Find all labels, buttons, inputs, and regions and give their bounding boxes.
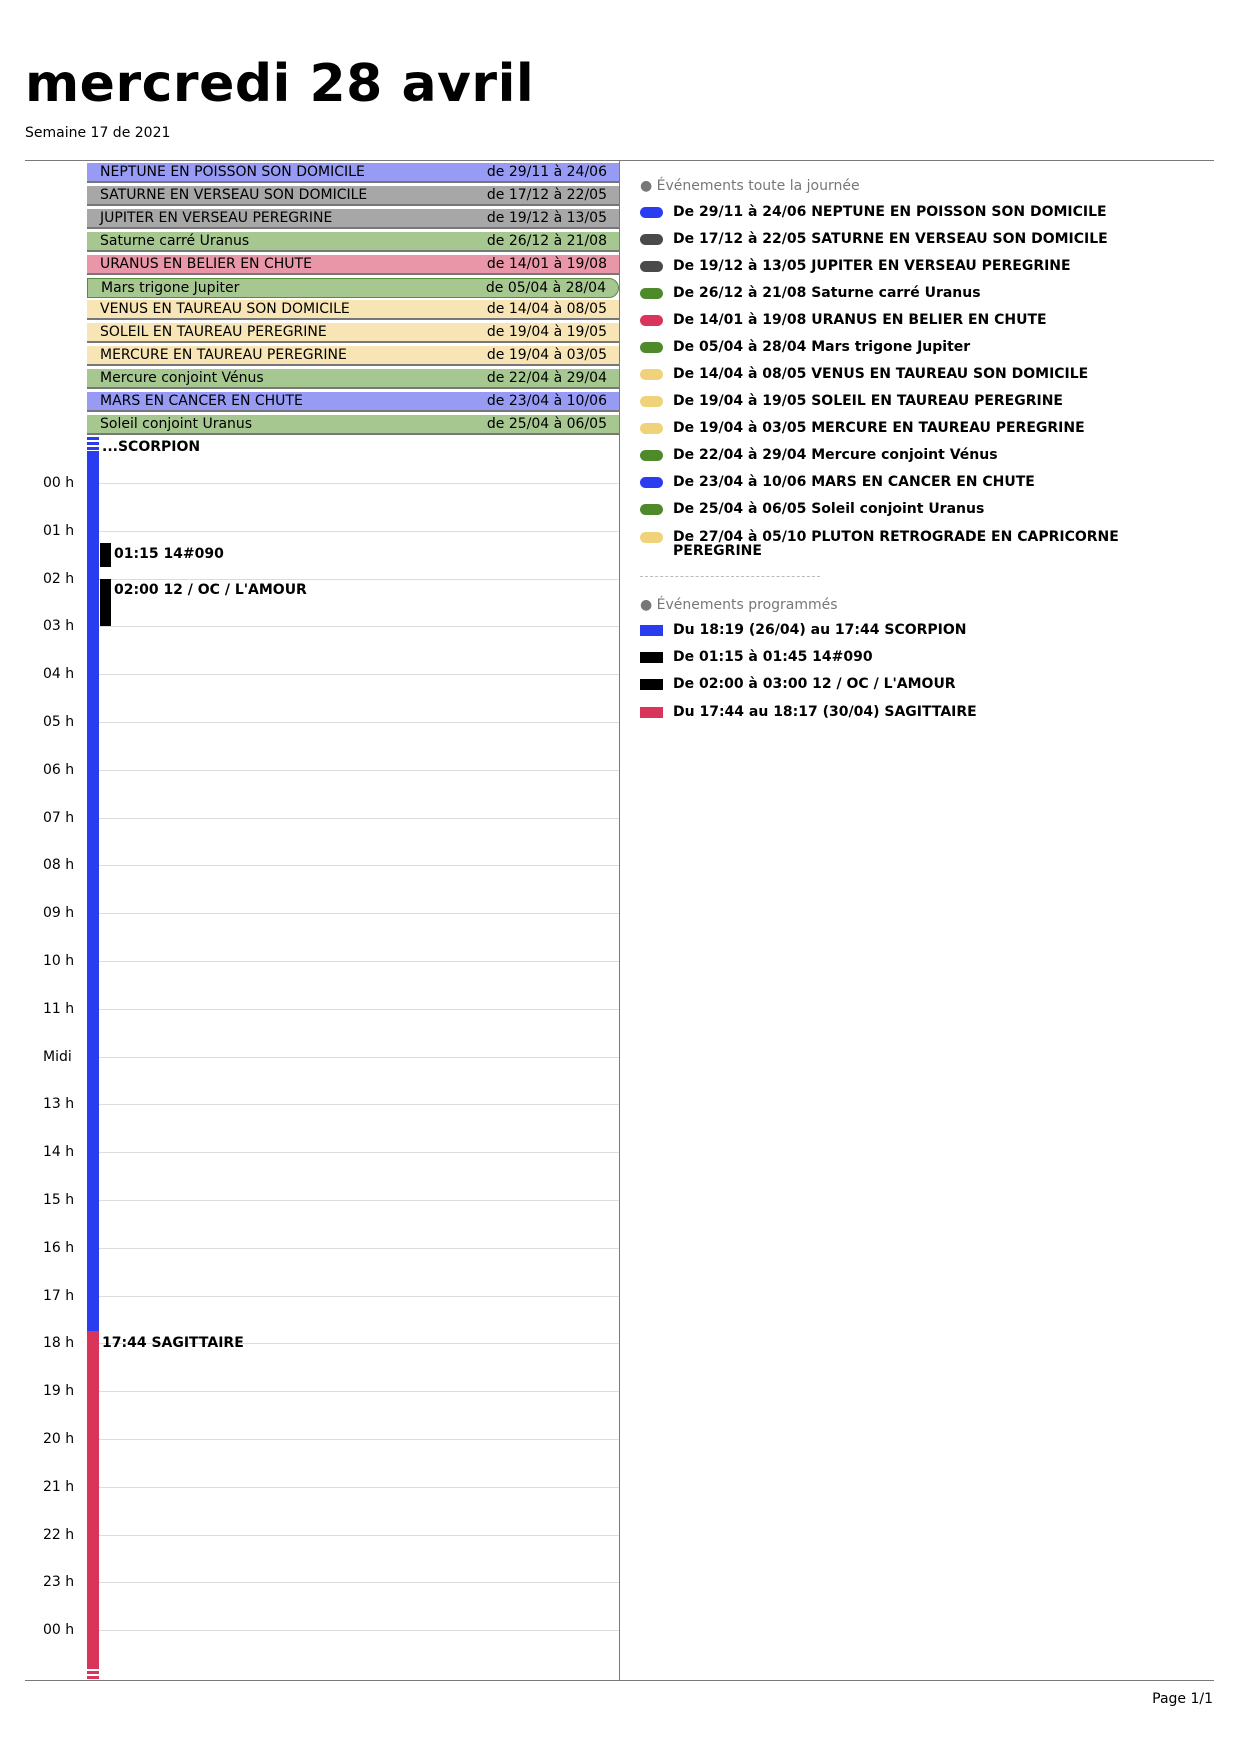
hour-label: 00 h — [43, 475, 75, 491]
hour-label: 18 h — [43, 1335, 75, 1352]
calendar-color-pill — [640, 315, 663, 326]
all-day-bar-name: NEPTUNE EN POISSON SON DOMICILE — [100, 164, 365, 180]
hour-label: 11 h — [43, 1000, 75, 1017]
hour-gridline — [99, 483, 619, 484]
calendar-color-pill — [640, 450, 663, 461]
event-amour-label[interactable]: 02:00 12 / OC / L'AMOUR — [114, 582, 307, 598]
event-amour-block[interactable] — [100, 579, 111, 627]
hour-label: 06 h — [43, 761, 75, 778]
all-day-bar-range: de 23/04 à 10/06 — [486, 393, 607, 409]
all-day-bar-range: de 05/04 à 28/04 — [485, 279, 606, 296]
all-day-list-item[interactable] — [640, 286, 1210, 300]
timed-list-item[interactable] — [640, 705, 1210, 719]
all-day-list-item[interactable] — [640, 421, 1210, 435]
bottom-divider — [25, 1680, 1214, 1681]
all-day-bar-range: de 14/01 à 19/08 — [486, 255, 607, 272]
section-separator — [640, 576, 820, 577]
all-day-list-text: De 27/04 à 05/10 PLUTON RETROGRADE EN CAPRICORNE PEREGRINE — [673, 529, 1119, 559]
all-day-list-item[interactable] — [640, 394, 1210, 408]
hour-gridline — [99, 579, 619, 580]
all-day-list-text: De 17/12 à 22/05 SATURNE EN VERSEAU SON DOMICILE — [673, 231, 1108, 247]
hour-label: 09 h — [43, 905, 75, 922]
hour-gridline — [99, 1152, 619, 1153]
all-day-bar[interactable] — [87, 186, 619, 206]
calendar-color-pill — [640, 342, 663, 353]
all-day-list-item[interactable] — [640, 232, 1210, 246]
all-day-bar-name: MARS EN CANCER EN CHUTE — [100, 393, 303, 409]
scorpion-band[interactable] — [87, 451, 99, 1331]
hour-gridline — [99, 1630, 619, 1631]
all-day-list-text: De 19/04 à 03/05 MERCURE EN TAUREAU PEREGRINE — [673, 420, 1085, 436]
hour-label: 17 h — [43, 1287, 75, 1304]
all-day-list-text: De 26/12 à 21/08 Saturne carré Uranus — [673, 285, 981, 301]
hour-label: 04 h — [43, 666, 75, 683]
event-14-090-label[interactable]: 01:15 14#090 — [114, 546, 224, 562]
all-day-bar[interactable] — [87, 278, 619, 298]
all-day-bar[interactable] — [87, 346, 619, 366]
all-day-bar-name: Mercure conjoint Vénus — [100, 370, 264, 387]
hour-label: 10 h — [43, 953, 75, 969]
all-day-bar[interactable] — [87, 255, 619, 275]
all-day-bar-name: VENUS EN TAUREAU SON DOMICILE — [100, 301, 350, 318]
hour-gridline — [99, 770, 619, 771]
all-day-list-item[interactable] — [640, 259, 1210, 273]
hour-label: 21 h — [43, 1478, 75, 1495]
all-day-bar-range: de 26/12 à 21/08 — [486, 232, 607, 249]
all-day-list-item[interactable] — [640, 502, 1210, 516]
sagittaire-band[interactable] — [87, 1331, 99, 1666]
hour-gridline — [99, 1248, 619, 1249]
all-day-bar-name: SOLEIL EN TAUREAU PEREGRINE — [100, 324, 327, 341]
all-day-bar[interactable] — [87, 209, 619, 229]
hour-gridline — [99, 1200, 619, 1201]
all-day-list-text: De 29/11 à 24/06 NEPTUNE EN POISSON SON DOMICILE — [673, 204, 1107, 220]
hour-gridline — [99, 1009, 619, 1010]
all-day-bar-range: de 22/04 à 29/04 — [486, 370, 607, 387]
hour-label: 02 h — [43, 570, 75, 587]
all-day-list-item[interactable] — [640, 367, 1210, 381]
calendar-color-pill — [640, 532, 663, 543]
hour-gridline — [99, 1296, 619, 1297]
all-day-section-title: ● Événements toute la journée — [640, 178, 860, 194]
all-day-bar[interactable] — [87, 232, 619, 252]
all-day-bar[interactable] — [87, 369, 619, 389]
all-day-list-item[interactable] — [640, 205, 1210, 219]
hour-label: 07 h — [43, 809, 75, 826]
hour-label: 01 h — [43, 522, 75, 539]
hour-label: 19 h — [43, 1383, 75, 1400]
timed-list-text: Du 18:19 (26/04) au 17:44 SCORPION — [673, 622, 967, 638]
calendar-color-square — [640, 679, 663, 690]
all-day-bar-range: de 19/04 à 19/05 — [486, 324, 607, 341]
hour-gridline — [99, 913, 619, 914]
all-day-bar-name: Saturne carré Uranus — [100, 232, 250, 249]
all-day-list-text: De 14/01 à 19/08 URANUS EN BELIER EN CHUTE — [673, 312, 1047, 328]
all-day-bar-name: JUPITER EN VERSEAU PEREGRINE — [100, 209, 333, 226]
all-day-bar-range: de 14/04 à 08/05 — [486, 301, 607, 318]
all-day-list-item[interactable] — [640, 340, 1210, 354]
all-day-bar[interactable] — [87, 415, 619, 435]
all-day-bar-range: de 19/12 à 13/05 — [486, 209, 607, 226]
hour-label: 05 h — [43, 714, 75, 730]
all-day-list-item[interactable] — [640, 448, 1210, 462]
all-day-bar-name: Soleil conjoint Uranus — [100, 415, 253, 432]
all-day-list-text: De 19/12 à 13/05 JUPITER EN VERSEAU PEREGRINE — [673, 258, 1071, 274]
all-day-bar-range: de 25/04 à 06/05 — [486, 415, 607, 432]
all-day-list-item[interactable] — [640, 530, 1210, 558]
hour-gridline — [99, 865, 619, 866]
calendar-color-pill — [640, 369, 663, 380]
calendar-color-pill — [640, 261, 663, 272]
all-day-bar-range: de 17/12 à 22/05 — [486, 186, 607, 203]
all-day-list-text: De 14/04 à 08/05 VENUS EN TAUREAU SON DOMICILE — [673, 366, 1089, 382]
hour-gridline — [99, 1057, 619, 1058]
hour-gridline — [99, 674, 619, 675]
all-day-bar-name: URANUS EN BELIER EN CHUTE — [100, 255, 312, 272]
page-number: Page 1/1 — [1152, 1691, 1213, 1707]
hour-gridline — [99, 1582, 619, 1583]
hour-gridline — [99, 531, 619, 532]
hour-label: 23 h — [43, 1574, 75, 1591]
hour-gridline — [99, 1391, 619, 1392]
hour-gridline — [99, 1104, 619, 1105]
hour-label: Midi — [43, 1048, 72, 1065]
hour-gridline — [99, 722, 619, 723]
hour-label: 00 h — [43, 1622, 75, 1639]
hour-gridline — [99, 961, 619, 962]
sagittaire-continue-marker — [87, 1666, 99, 1680]
all-day-bar-name: Mars trigone Jupiter — [101, 279, 240, 296]
all-day-list-text: De 25/04 à 06/05 Soleil conjoint Uranus — [673, 501, 985, 517]
timed-list-text: Du 17:44 au 18:17 (30/04) SAGITTAIRE — [673, 704, 977, 720]
timed-list-text: De 01:15 à 01:45 14#090 — [673, 649, 873, 665]
timed-list-item[interactable] — [640, 650, 1210, 664]
all-day-bar[interactable] — [87, 392, 619, 412]
all-day-bar-name: SATURNE EN VERSEAU SON DOMICILE — [100, 186, 368, 203]
all-day-bar[interactable] — [87, 300, 619, 320]
all-day-list-item[interactable] — [640, 475, 1210, 489]
all-day-bar-range: de 19/04 à 03/05 — [486, 347, 607, 364]
calendar-color-pill — [640, 288, 663, 299]
column-divider — [619, 160, 620, 1680]
hour-label: 13 h — [43, 1096, 75, 1113]
hour-label: 16 h — [43, 1239, 75, 1256]
sagittaire-label[interactable]: 17:44 SAGITTAIRE — [102, 1335, 244, 1351]
hour-label: 14 h — [43, 1144, 75, 1161]
calendar-color-pill — [640, 423, 663, 434]
all-day-list-text: De 22/04 à 29/04 Mercure conjoint Vénus — [673, 447, 998, 463]
calendar-color-square — [640, 652, 663, 663]
calendar-color-pill — [640, 207, 663, 218]
all-day-bar[interactable] — [87, 323, 619, 343]
all-day-list-text: De 19/04 à 19/05 SOLEIL EN TAUREAU PEREGRINE — [673, 393, 1063, 409]
scorpion-label[interactable]: ...SCORPION — [102, 439, 201, 455]
hour-gridline — [99, 626, 619, 627]
all-day-list-text: De 05/04 à 28/04 Mars trigone Jupiter — [673, 339, 971, 355]
hour-label: 20 h — [43, 1431, 75, 1447]
hour-label: 03 h — [43, 618, 75, 635]
calendar-color-pill — [640, 477, 663, 488]
calendar-color-pill — [640, 396, 663, 407]
all-day-bar-range: de 29/11 à 24/06 — [486, 164, 607, 180]
calendar-color-square — [640, 625, 663, 636]
all-day-list-text: De 23/04 à 10/06 MARS EN CANCER EN CHUTE — [673, 474, 1035, 490]
hour-label: 15 h — [43, 1192, 75, 1208]
hour-gridline — [99, 1439, 619, 1440]
hour-label: 22 h — [43, 1526, 75, 1543]
event-14-090-block[interactable] — [100, 543, 111, 567]
scorpion-continue-marker — [87, 437, 99, 451]
timed-list-item[interactable] — [640, 623, 1210, 637]
week-subtitle: Semaine 17 de 2021 — [25, 125, 171, 141]
timed-list-item[interactable] — [640, 677, 1210, 691]
hour-gridline — [99, 818, 619, 819]
hour-gridline — [99, 1535, 619, 1536]
calendar-color-pill — [640, 504, 663, 515]
all-day-list-item[interactable] — [640, 313, 1210, 327]
hour-gridline — [99, 1487, 619, 1488]
hour-label: 08 h — [43, 857, 75, 874]
timed-list-text: De 02:00 à 03:00 12 / OC / L'AMOUR — [673, 676, 956, 692]
calendar-color-pill — [640, 234, 663, 245]
calendar-color-square — [640, 707, 663, 718]
page-title: mercredi 28 avril — [25, 54, 535, 114]
all-day-bar[interactable] — [87, 163, 619, 183]
all-day-bar-name: MERCURE EN TAUREAU PEREGRINE — [100, 347, 347, 364]
timed-section-title: ● Événements programmés — [640, 597, 838, 613]
